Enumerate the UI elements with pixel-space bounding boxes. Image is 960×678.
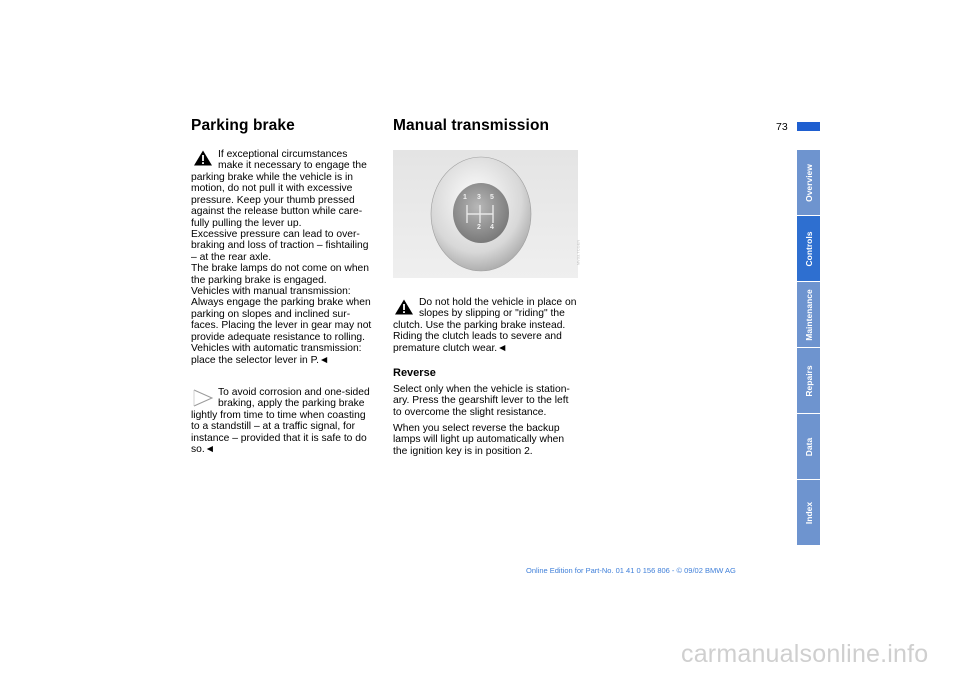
note-arrow-icon <box>192 388 214 408</box>
footer-edition-text: Online Edition for Part-No. 01 41 0 156 806 - © 09/02 BMW AG <box>526 566 736 575</box>
warning-text-body: parking brake while the vehicle is in motion, do not pull it with excessive pressure. Keep your thumb pressed against the release button while care- fully pulling the lever up. Excessive pressure can lead to over- braking and loss of traction – fishtailing – at the rear axle. The brake lamps do not come on when the parking brake is engaged. Vehicles with manual transmission: Always engage the parking brake when parking on slopes and inclined sur- faces. Placing the lever in gear may not provide adequate resistance to rolling. Vehicles with automatic transmission: place the selector lever in P.◄ <box>191 172 372 366</box>
tab-repairs[interactable]: Repairs <box>797 348 820 413</box>
tab-index[interactable]: Index <box>797 480 820 545</box>
gearshift-knob-image <box>393 150 581 278</box>
gear-label-1: 1 <box>463 194 467 201</box>
gearshift-knob-illustration <box>393 150 581 278</box>
gear-label-5: 5 <box>490 194 494 201</box>
note-text-body: lightly from time to time when coasting to a standstill – at a traffic signal, for instance – provided that it is safe to do so.◄ <box>191 410 367 456</box>
gear-label-4: 4 <box>490 224 494 231</box>
image-code: MV03.TCGEN <box>575 239 581 266</box>
section-title-manual-transmission: Manual transmission <box>393 117 550 134</box>
watermark-text: carmanualsonline.info <box>681 640 929 668</box>
warning-icon <box>394 298 414 316</box>
reverse-paragraph-1: Select only when the vehicle is station- ary. Press the gearshift lever to the left to overcome the slight resistance. <box>393 384 570 418</box>
subsection-title-reverse: Reverse <box>393 367 436 379</box>
warning-text-lead: If exceptional circumstances make it necessary to engage the <box>218 149 367 172</box>
tab-maintenance[interactable]: Maintenance <box>797 282 820 347</box>
section-title-parking-brake: Parking brake <box>191 117 295 134</box>
tab-controls[interactable]: Controls <box>797 216 820 281</box>
clutch-warning-body: clutch. Use the parking brake instead. Riding the clutch leads to severe and premature clutch wear.◄ <box>393 320 566 354</box>
reverse-paragraph-2: When you select reverse the backup lamps will light up automatically when the ignition key is in position 2. <box>393 423 565 457</box>
clutch-warning-lead: Do not hold the vehicle in place on slopes by slipping or "riding" the <box>419 297 577 320</box>
warning-icon <box>193 149 213 167</box>
note-text-lead: To avoid corrosion and one-sided braking, apply the parking brake <box>218 387 370 410</box>
page-number: 73 <box>776 121 788 133</box>
tab-data[interactable]: Data <box>797 414 820 479</box>
tab-overview[interactable]: Overview <box>797 150 820 215</box>
page-accent-bar <box>797 122 820 131</box>
gear-label-2: 2 <box>477 224 481 231</box>
gear-label-3: 3 <box>477 194 481 201</box>
